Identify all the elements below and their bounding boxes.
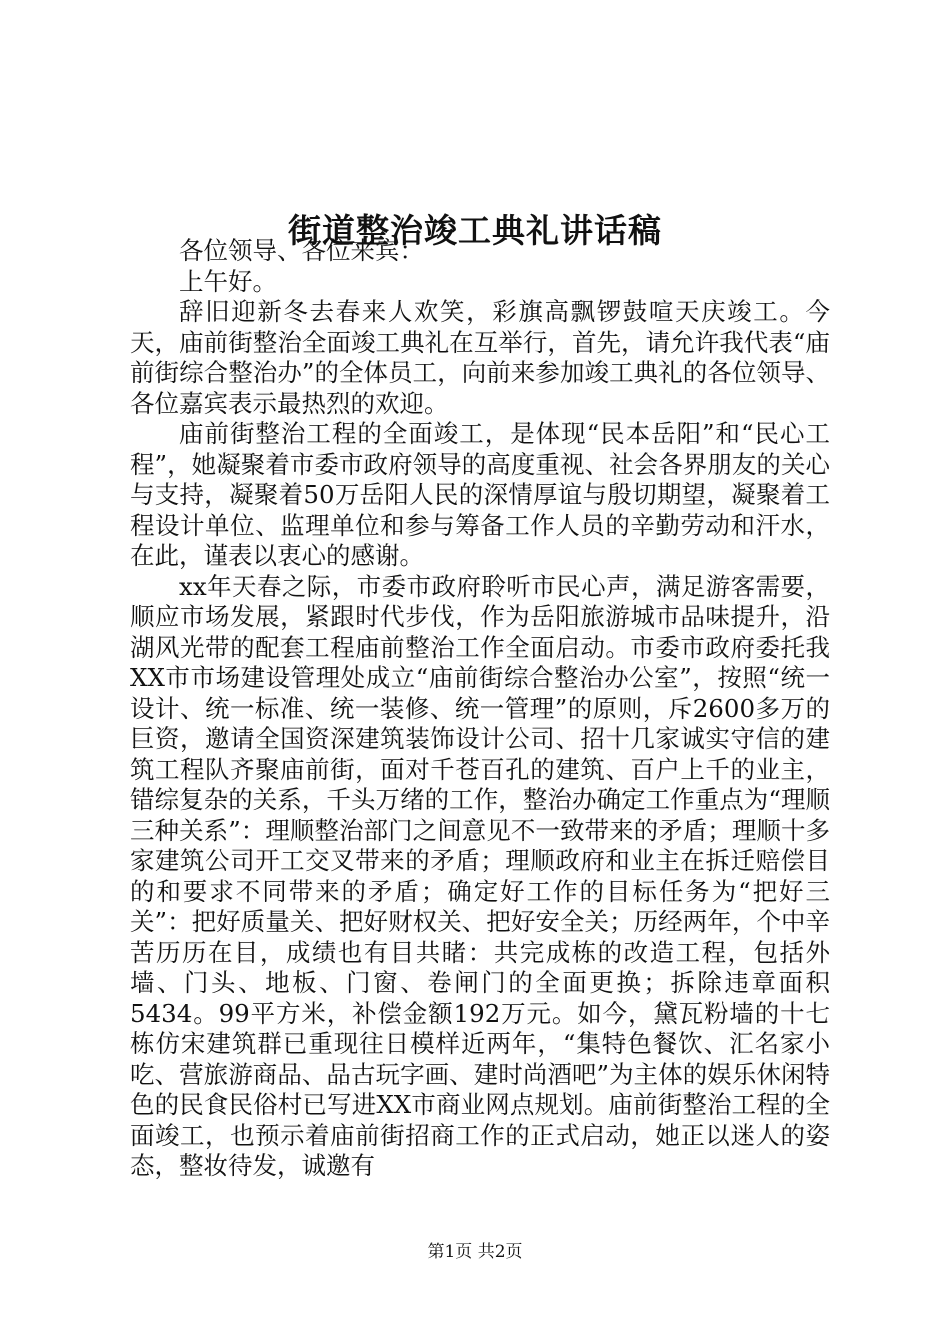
paragraph-salutation: 各位领导、各位来宾： [179, 236, 424, 265]
paragraph-greeting: 上午好。 [179, 266, 277, 296]
page-footer: 第1页 共2页 [427, 1242, 523, 1262]
paragraph-welcome: 辞旧迎新冬去春来人欢笑，彩旗高飘锣鼓喧天庆竣工。今天，庙前街整治全面竣工典礼在互举行，首先，请允许我代表“庙前街综合整治办”的全体员工，向前来参加竣工典礼的各位领导、各位嘉宾表示最热烈的欢迎。 [130, 297, 830, 418]
paragraph-gratitude: 庙前街整治工程的全面竣工，是体现“民本岳阳”和“民心工程”，她凝聚着市委市政府领导的高度重视、社会各界朋友的关心与支持，凝聚着50万岳阳人民的深情厚谊与殷切期望，凝聚着工程设计单位、监理单位和参与筹备工作人员的辛勤劳动和汗水，在此，谨表以衷心的感谢。 [130, 419, 830, 570]
document-body [130, 236, 830, 1182]
paragraph-project-history: xx年天春之际，市委市政府聆听市民心声，满足游客需要，顺应市场发展，紧跟时代步伐，作为岳阳旅游城市品味提升，沿湖风光带的配套工程庙前整治工作全面启动。市委市政府委托我XX市市场建设管理处成立“庙前街综合整治办公室”，按照“统一设计、统一标准、统一装修、统一管理”的原则，斥2600多万的巨资，邀请全国资深建筑装饰设计公司、招十几家诚实守信的建筑工程队齐聚庙前街，面对千苍百孔的建筑、百户上千的业主，错综复杂的关系，千头万绪的工作，整治办确定工作重点为“理顺三种关系”：理顺整治部门之间意见不一致带来的矛盾；理顺十多家建筑公司开工交叉带来的矛盾；理顺政府和业主在拆迁赔偿目的和要求不同带来的矛盾；确定好工作的目标任务为“把好三关”：把好质量关、把好财权关、把好安全关；历经两年，个中辛苦历历在目，成绩也有目共睹：共完成栋的改造工程，包括外墙、门头、地板、门窗、卷闸门的全面更换；拆除违章面积5434。99平方米，补偿金额192万元。如今，黛瓦粉墙的十七栋仿宋建筑群已重现往日模样近两年，“集特色餐饮、汇名家小吃、营旅游商品、品古玩字画、建时尚酒吧”为主体的娱乐休闲特色的民食民俗村已写进XX市商业网点规划。庙前街整治工程的全面竣工，也预示着庙前街招商工作的正式启动，她正以迷人的姿态，整妆待发，诚邀有 [130, 571, 830, 1180]
document-title: 街道整治竣工典礼讲话稿 [288, 211, 662, 251]
